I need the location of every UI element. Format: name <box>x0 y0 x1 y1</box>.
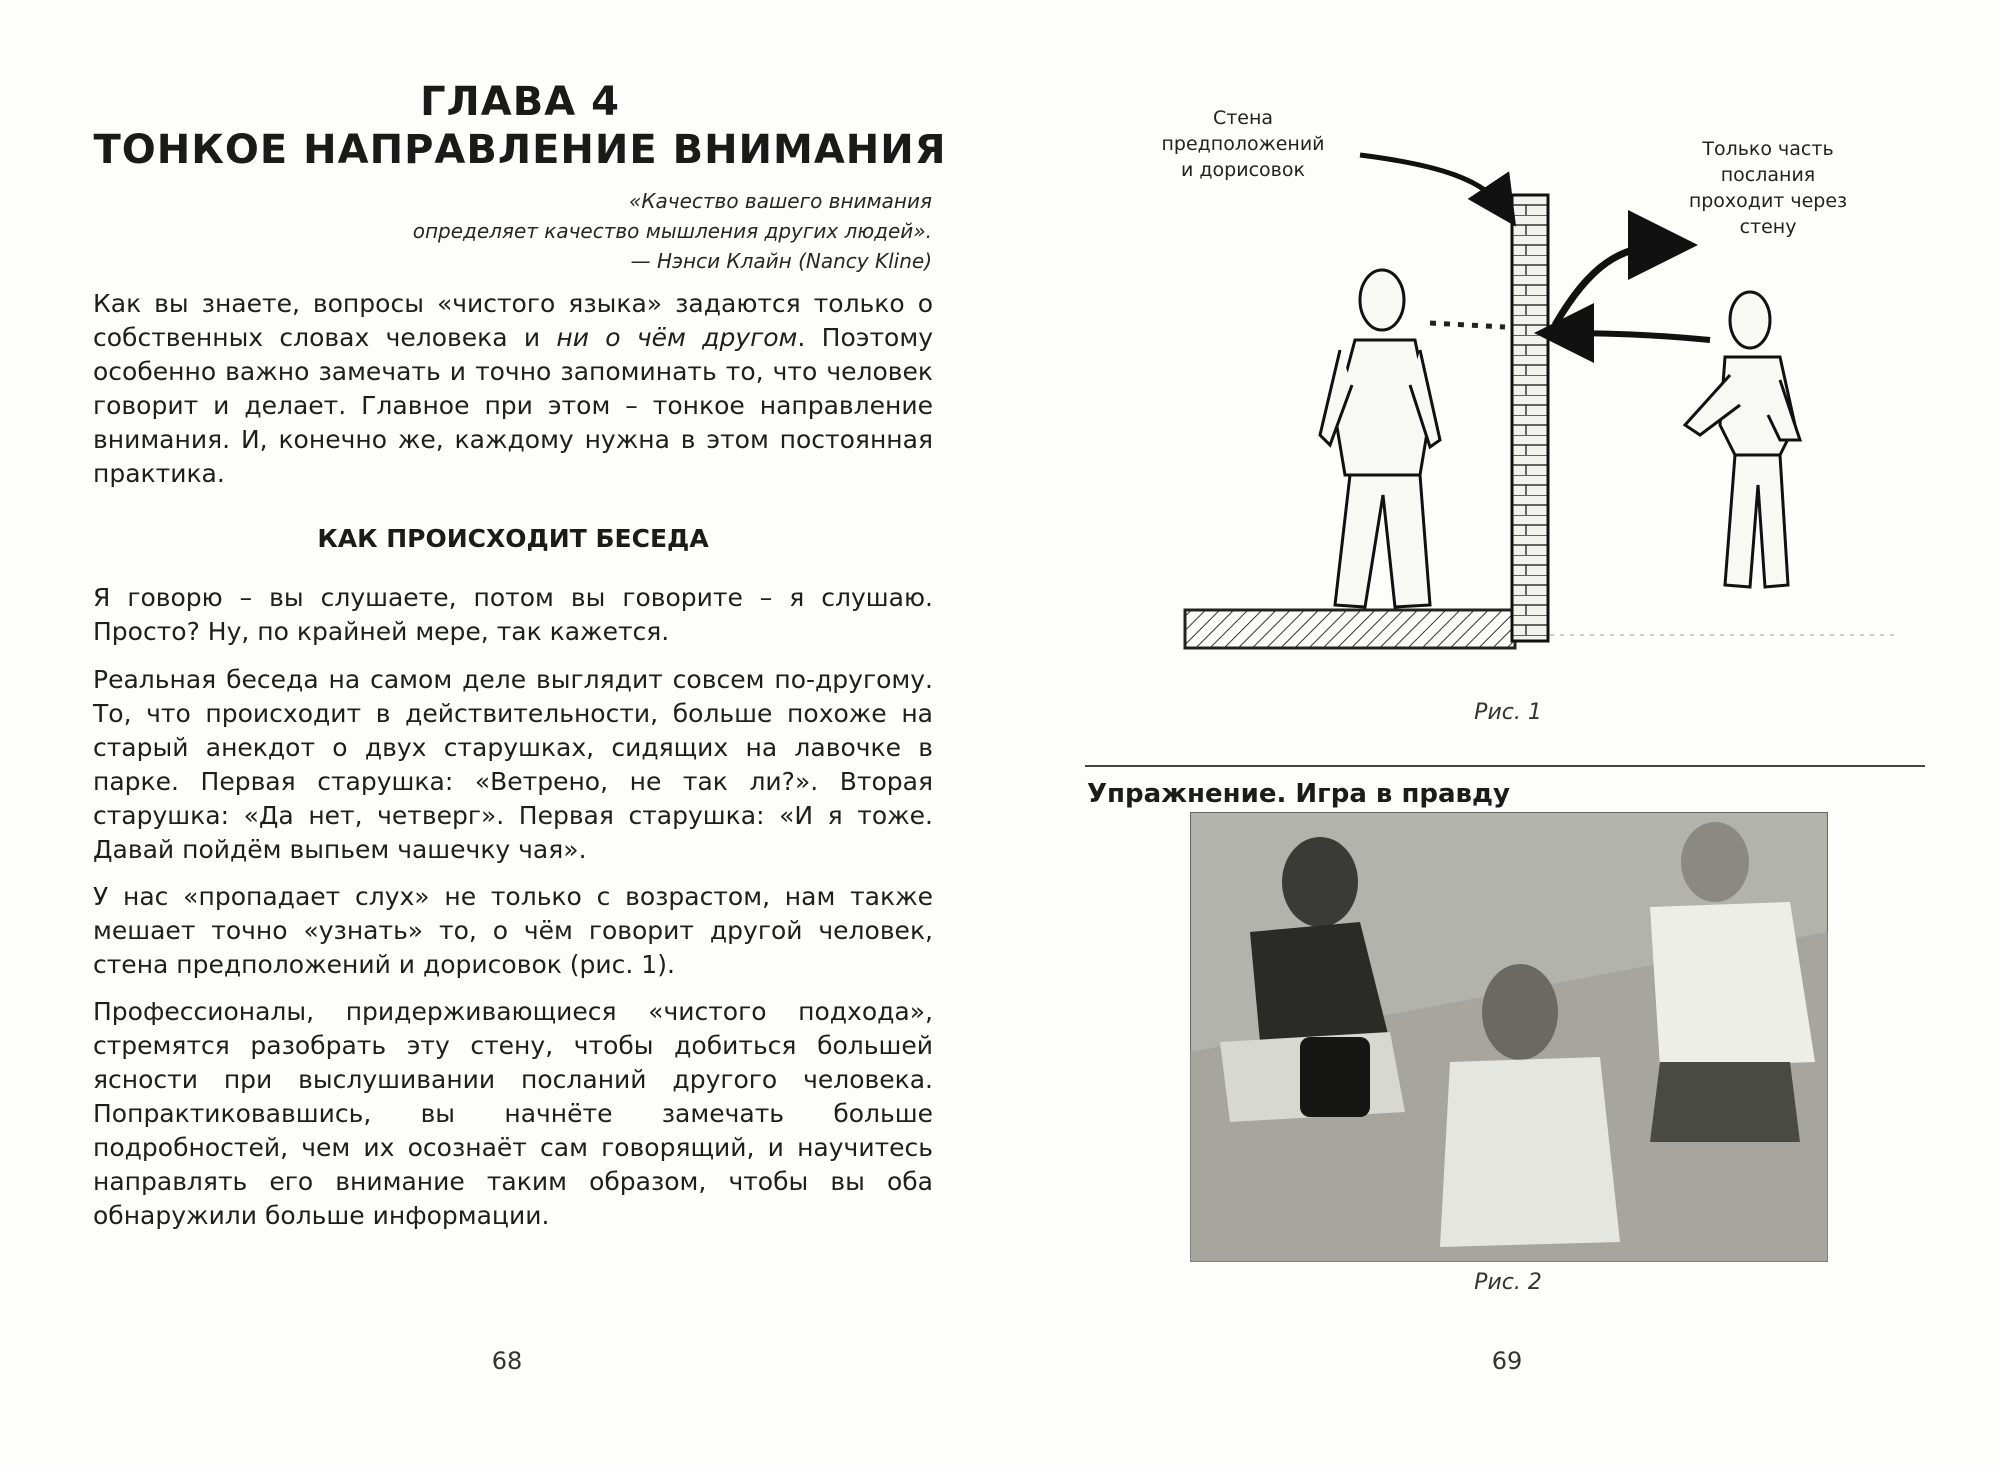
figure1-caption: Рис. 1 <box>1474 700 1542 725</box>
wall-label-arrow <box>1360 155 1505 210</box>
paragraph-professionals: Профессионалы, придерживающиеся «чистого подхода», стремятся разобрать эту стену, чтобы добиться большей ясности при выслушивании посланий другого человека. Попрактиковавшись, вы начнёте замечать больше подробностей, чем их осознаёт сам говорящий, и научитесь направлять его внимание таким образом, чтобы вы оба обнаружили больше информации. <box>93 997 933 1230</box>
label-message-part <box>1668 136 1868 240</box>
exercise-title: Упражнение. Игра в правду <box>1087 779 1510 809</box>
section-divider <box>1085 765 1925 767</box>
chapter-number: ГЛАВА 4 <box>420 79 620 125</box>
paragraph-emphasis: ни о чём другом <box>556 323 798 352</box>
label-line: Только часть <box>1702 138 1834 160</box>
label-line: предположений <box>1161 133 1325 155</box>
chapter-title <box>90 78 950 174</box>
paragraph-hearing: У нас «пропадает слух» не только с возрастом, нам также мешает точно «узнать» то, о чём говорит другой человек, стена предположений и дорисовок (рис. 1). <box>93 882 933 979</box>
paragraph-intro <box>93 287 933 491</box>
epigraph-author: — Нэнси Клайн (Nancy Kline) <box>630 249 932 273</box>
epigraph <box>380 186 932 276</box>
paragraph-text: . Поэтому особенно важно замечать и точно запоминать то, что человек говорит и делает. Главное при этом – тонкое направление внимания. И, конечно же, каждому нужна в этом постоянная практика. <box>93 323 933 488</box>
label-line: стену <box>1739 216 1797 238</box>
paragraph-anecdote: Реальная беседа на самом деле выглядит совсем по-другому. То, что происходит в действительности, больше похоже на старый анекдот о двух старушках, сидящих на лавочке в парке. Первая старушка: «Ветрено, не так ли?». Вторая старушка: «Да нет, четверг». Первая старушка: «И я тоже. Давай пойдём выпьем чашечку чая». <box>93 665 933 864</box>
label-line: послания <box>1720 164 1816 186</box>
epigraph-line: определяет качество мышления других людей». <box>412 219 932 243</box>
photo-three-people-sitting <box>1190 812 1828 1262</box>
figure2-caption: Рис. 2 <box>1474 1270 1542 1295</box>
label-wall <box>1148 105 1338 183</box>
message-arrow <box>1558 333 1710 340</box>
left-man-figure <box>1320 270 1440 607</box>
brick-wall <box>1512 195 1548 641</box>
paragraph-text: Как вы знаете, вопросы «чистого языка» задаются только о собственных словах человека и <box>93 289 933 352</box>
page-number: 69 <box>1491 1347 1523 1375</box>
page-number: 68 <box>491 1347 523 1375</box>
epigraph-line: «Качество вашего внимания <box>628 189 932 213</box>
label-line: и дорисовок <box>1181 159 1305 181</box>
section-heading: КАК ПРОИСХОДИТ БЕСЕДА <box>317 524 709 553</box>
right-page <box>1000 0 2000 1471</box>
ground-slab <box>1185 610 1515 648</box>
chapter-name: ТОНКОЕ НАПРАВЛЕНИЕ ВНИМАНИЯ <box>93 127 947 173</box>
paragraph-speaking: Я говорю – вы слушаете, потом вы говорите – я слушаю. Просто? Ну, по крайней мере, так кажется. <box>93 583 933 646</box>
speaker-dots <box>1430 323 1505 327</box>
passing-arrow <box>1555 245 1670 325</box>
label-line: проходит через <box>1688 190 1848 212</box>
label-line: Стена <box>1212 107 1274 129</box>
